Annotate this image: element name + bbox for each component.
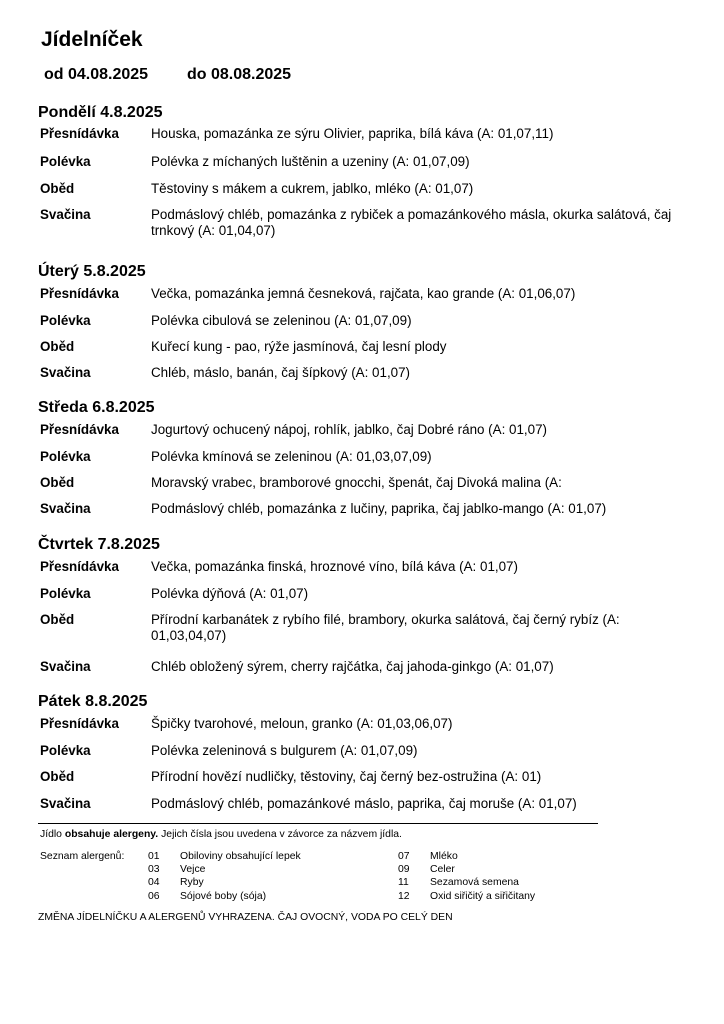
date-to-label: do xyxy=(186,66,207,83)
allergen-item xyxy=(398,890,535,903)
allergen-list-left xyxy=(148,850,301,903)
meal-label: Oběd xyxy=(40,769,75,784)
meal-row xyxy=(38,422,678,438)
meal-description: Moravský vrabec, bramborové gnocchi, špenát, čaj Divoká malina (A: xyxy=(151,475,562,490)
meal-description: Chléb, máslo, banán, čaj šípkový (A: 01,07) xyxy=(151,365,411,380)
meal-row xyxy=(38,475,678,491)
meal-label: Přesnídávka xyxy=(40,286,119,301)
day-section xyxy=(38,398,678,516)
meal-row xyxy=(38,313,678,329)
meal-description: Večka, pomazánka jemná česneková, rajčata, kao grande (A: 01,06,07) xyxy=(151,286,576,301)
allergen-note xyxy=(40,829,402,840)
meal-description: Houska, pomazánka ze sýru Olivier, paprika, bílá káva (A: 01,07,11) xyxy=(151,126,554,141)
meal-row xyxy=(38,743,678,759)
meal-row xyxy=(38,365,678,381)
day-section xyxy=(38,103,678,238)
allergen-name: Sójové boby (sója) xyxy=(180,890,267,902)
meal-description: Polévka kmínová se zeleninou (A: 01,03,07,09) xyxy=(151,449,432,464)
allergen-list-label: Seznam alergenů: xyxy=(40,851,125,862)
meal-description: Polévka zeleninová s bulgurem (A: 01,07,09) xyxy=(151,743,418,758)
date-to: 08.08.2025 xyxy=(210,66,292,83)
allergen-item xyxy=(398,876,535,889)
meal-row xyxy=(38,339,678,355)
meal-description: Podmáslový chléb, pomazánka z lučiny, paprika, čaj jablko-mango (A: 01,07) xyxy=(151,501,607,516)
allergen-name: Ryby xyxy=(180,877,204,889)
meal-label: Polévka xyxy=(40,743,91,758)
meal-row xyxy=(38,612,678,644)
divider xyxy=(38,823,598,824)
meal-label: Oběd xyxy=(40,181,75,196)
meal-row xyxy=(38,449,678,465)
page-title: Jídelníček xyxy=(41,28,143,51)
day-section xyxy=(38,262,678,380)
allergen-item xyxy=(148,890,301,903)
meal-label: Polévka xyxy=(40,313,91,328)
allergen-item xyxy=(398,863,535,876)
allergen-number: 12 xyxy=(398,890,410,902)
allergen-name: Sezamová semena xyxy=(430,877,519,889)
meal-description: Špičky tvarohové, meloun, granko (A: 01,03,06,07) xyxy=(151,716,453,731)
meal-description: Podmáslový chléb, pomazánka z rybiček a pomazánkového másla, okurka salátová, čaj trnkový (A: 01,04,07) xyxy=(151,207,672,238)
meal-label: Svačina xyxy=(40,365,91,380)
date-from: 04.08.2025 xyxy=(68,66,149,83)
meal-label: Polévka xyxy=(40,586,91,601)
date-range xyxy=(44,66,291,84)
meal-row xyxy=(38,126,678,142)
meal-row xyxy=(38,796,678,812)
meal-row xyxy=(38,501,678,517)
meal-description: Chléb obložený sýrem, cherry rajčátka, čaj jahoda-ginkgo (A: 01,07) xyxy=(151,659,554,674)
allergen-item xyxy=(148,876,301,889)
meal-row xyxy=(38,659,678,675)
meal-description: Podmáslový chléb, pomazánkové máslo, paprika, čaj moruše (A: 01,07) xyxy=(151,796,577,811)
day-section xyxy=(38,692,678,811)
meal-label: Přesnídávka xyxy=(40,559,119,574)
allergen-list-right xyxy=(398,850,535,903)
meal-description: Kuřecí kung - pao, rýže jasmínová, čaj lesní plody xyxy=(151,339,447,354)
footer-note: ZMĚNA JÍDELNÍČKU A ALERGENŮ VYHRAZENA. ČAJ OVOCNÝ, VODA PO CELÝ DEN xyxy=(38,912,453,923)
meal-label: Polévka xyxy=(40,449,91,464)
allergen-name: Oxid siřičitý a siřičitany xyxy=(430,890,536,902)
meal-description: Polévka cibulová se zeleninou (A: 01,07,09) xyxy=(151,313,412,328)
meal-label: Přesnídávka xyxy=(40,422,119,437)
meal-label: Přesnídávka xyxy=(40,126,119,141)
allergen-note-bold: obsahuje alergeny. xyxy=(64,829,159,840)
allergen-note-prefix: Jídlo xyxy=(40,829,62,840)
meal-description: Přírodní hovězí nudličky, těstoviny, čaj černý bez-ostružina (A: 01) xyxy=(151,769,542,784)
allergen-number: 01 xyxy=(148,851,160,862)
day-title: Čtvrtek 7.8.2025 xyxy=(38,536,160,553)
allergen-number: 11 xyxy=(398,877,409,889)
meal-description: Polévka dýňová (A: 01,07) xyxy=(151,586,309,601)
allergen-note-rest: Jejich čísla jsou uvedena v závorce za názvem jídla. xyxy=(161,829,402,840)
day-title: Středa 6.8.2025 xyxy=(38,399,155,416)
meal-label: Svačina xyxy=(40,501,91,516)
meal-description: Večka, pomazánka finská, hroznové víno, bílá káva (A: 01,07) xyxy=(151,559,518,574)
meal-description: Těstoviny s mákem a cukrem, jablko, mléko (A: 01,07) xyxy=(151,181,474,196)
meal-label: Svačina xyxy=(40,207,91,222)
allergen-item xyxy=(148,863,301,876)
day-title: Úterý 5.8.2025 xyxy=(38,263,146,280)
allergen-item xyxy=(398,850,535,863)
allergen-number: 04 xyxy=(148,877,160,889)
meal-label: Oběd xyxy=(40,475,75,490)
allergen-number: 06 xyxy=(148,890,160,902)
meal-label: Polévka xyxy=(40,154,91,169)
allergen-name: Obiloviny obsahující lepek xyxy=(180,851,301,862)
day-section xyxy=(38,535,678,674)
meal-row xyxy=(38,181,678,197)
allergen-name: Celer xyxy=(430,864,455,876)
meal-row xyxy=(38,769,678,785)
allergen-number: 09 xyxy=(398,864,410,876)
meal-label: Oběd xyxy=(40,339,75,354)
meal-description: Jogurtový ochucený nápoj, rohlík, jablko, čaj Dobré ráno (A: 01,07) xyxy=(151,422,547,437)
allergen-name: Vejce xyxy=(180,864,206,876)
meal-label: Přesnídávka xyxy=(40,716,119,731)
meal-row xyxy=(38,154,678,170)
meal-row xyxy=(38,586,678,602)
date-from-label: od xyxy=(44,66,64,83)
allergen-number: 07 xyxy=(398,851,410,862)
allergen-item xyxy=(148,850,301,863)
day-title: Pátek 8.8.2025 xyxy=(38,693,148,710)
meal-description: Polévka z míchaných luštěnin a uzeniny (A: 01,07,09) xyxy=(151,154,470,169)
allergen-number: 03 xyxy=(148,864,160,876)
day-title: Pondělí 4.8.2025 xyxy=(38,104,163,121)
meal-row xyxy=(38,716,678,732)
meal-label: Svačina xyxy=(40,659,91,674)
meal-row xyxy=(38,559,678,575)
meal-row xyxy=(38,207,678,239)
allergen-name: Mléko xyxy=(430,851,458,862)
meal-label: Svačina xyxy=(40,796,91,811)
meal-description: Přírodní karbanátek z rybího filé, brambory, okurka salátová, čaj černý rybíz (A: 01,03,04,07) xyxy=(151,612,620,643)
meal-row xyxy=(38,286,678,302)
meal-label: Oběd xyxy=(40,612,75,627)
